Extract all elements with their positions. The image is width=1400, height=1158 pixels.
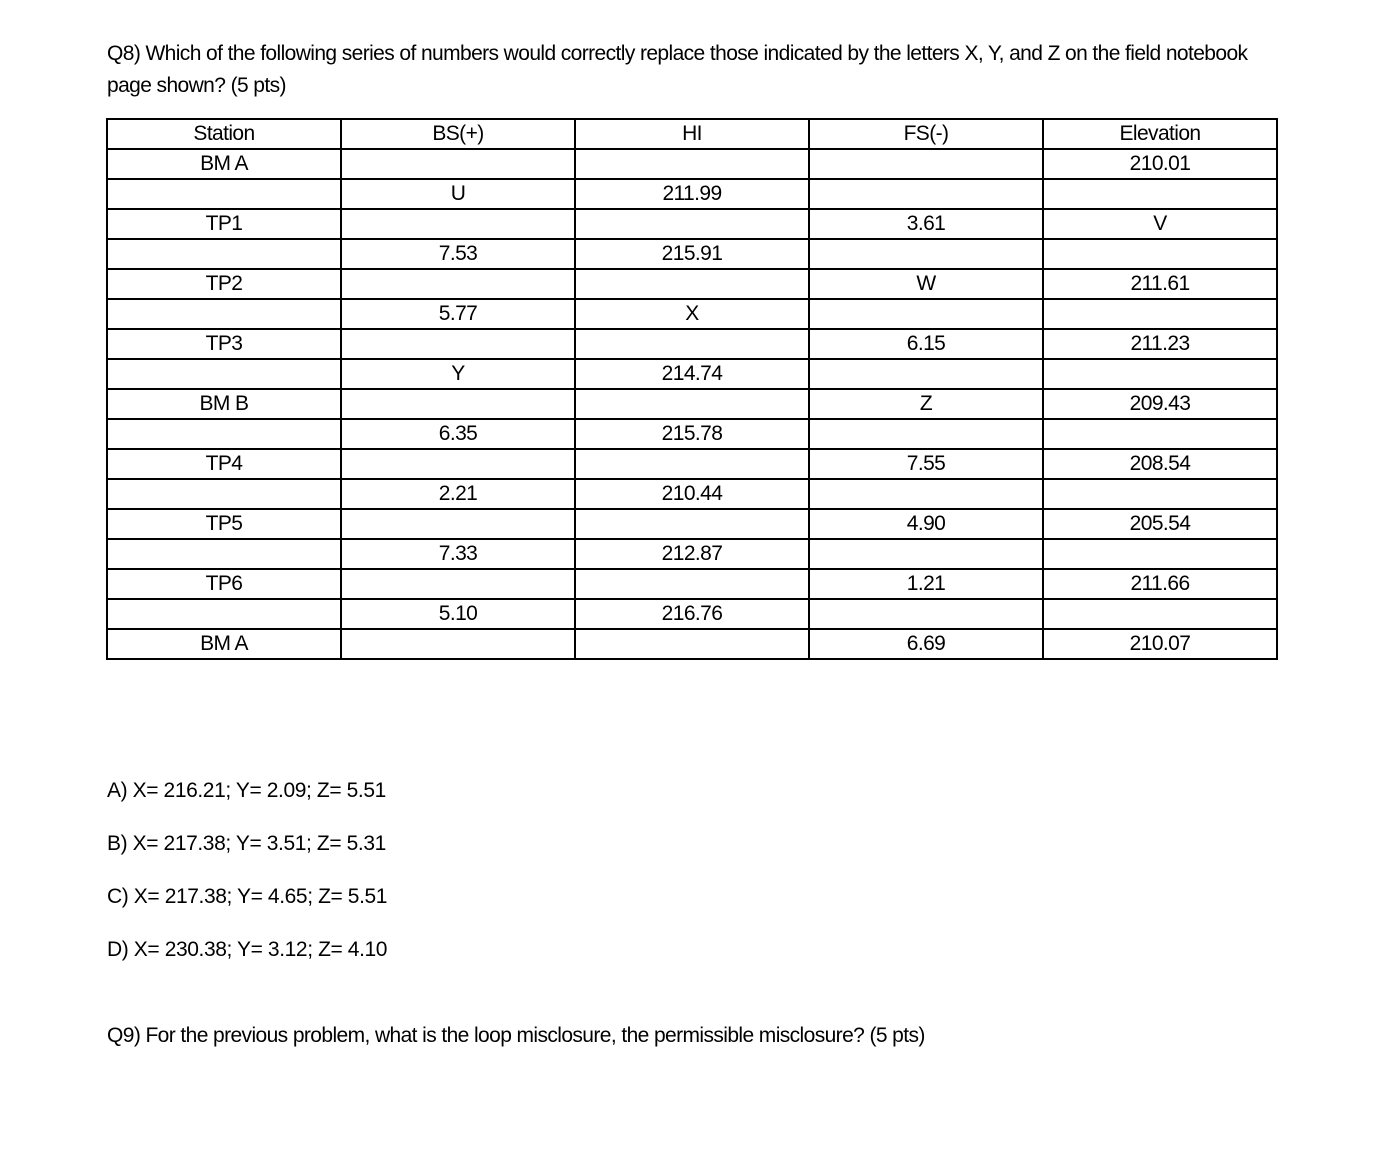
height-of-instrument-cell: 212.87 (575, 539, 809, 569)
backsight-cell (341, 629, 575, 659)
height-of-instrument-cell (575, 629, 809, 659)
height-of-instrument-cell (575, 389, 809, 419)
table-row (107, 179, 1277, 209)
height-of-instrument-cell: 215.78 (575, 419, 809, 449)
elevation-cell: 205.54 (1043, 509, 1277, 539)
table-row (107, 509, 1277, 539)
foresight-cell (809, 299, 1043, 329)
backsight-cell: 6.35 (341, 419, 575, 449)
station-cell (107, 599, 341, 629)
station-cell (107, 419, 341, 449)
question-9-text: Q9) For the previous problem, what is the loop misclosure, the permissible misclosure? (5 pts) (107, 1024, 925, 1047)
foresight-cell: W (809, 269, 1043, 299)
table-row (107, 419, 1277, 449)
height-of-instrument-cell: 216.76 (575, 599, 809, 629)
station-cell: TP2 (107, 269, 341, 299)
backsight-cell: 5.10 (341, 599, 575, 629)
elevation-cell (1043, 599, 1277, 629)
foresight-cell (809, 479, 1043, 509)
foresight-cell (809, 539, 1043, 569)
foresight-cell (809, 359, 1043, 389)
height-of-instrument-cell: 215.91 (575, 239, 809, 269)
height-of-instrument-cell: 214.74 (575, 359, 809, 389)
elevation-cell (1043, 239, 1277, 269)
header-foresight: FS(-) (809, 119, 1043, 149)
elevation-cell (1043, 179, 1277, 209)
backsight-cell: Y (341, 359, 575, 389)
height-of-instrument-cell (575, 569, 809, 599)
table-header-row (107, 119, 1277, 149)
backsight-cell (341, 389, 575, 419)
height-of-instrument-cell (575, 509, 809, 539)
station-cell (107, 239, 341, 269)
elevation-cell: 209.43 (1043, 389, 1277, 419)
table-row (107, 299, 1277, 329)
station-cell: TP1 (107, 209, 341, 239)
backsight-cell: 5.77 (341, 299, 575, 329)
station-cell: BM A (107, 149, 341, 179)
table-row (107, 149, 1277, 179)
backsight-cell (341, 509, 575, 539)
table-body (107, 149, 1277, 659)
station-cell: BM B (107, 389, 341, 419)
option-b[interactable]: B) X= 217.38; Y= 3.51; Z= 5.31 (107, 832, 386, 855)
backsight-cell (341, 209, 575, 239)
elevation-cell: 208.54 (1043, 449, 1277, 479)
elevation-cell: 210.01 (1043, 149, 1277, 179)
station-cell: TP5 (107, 509, 341, 539)
foresight-cell: Z (809, 389, 1043, 419)
height-of-instrument-cell (575, 149, 809, 179)
table-row (107, 449, 1277, 479)
backsight-cell (341, 449, 575, 479)
table-row (107, 239, 1277, 269)
option-c[interactable]: C) X= 217.38; Y= 4.65; Z= 5.51 (107, 885, 388, 908)
table-row (107, 209, 1277, 239)
elevation-cell (1043, 419, 1277, 449)
foresight-cell (809, 419, 1043, 449)
station-cell: TP3 (107, 329, 341, 359)
foresight-cell (809, 149, 1043, 179)
foresight-cell: 6.15 (809, 329, 1043, 359)
elevation-cell: 211.61 (1043, 269, 1277, 299)
station-cell (107, 179, 341, 209)
table-row (107, 599, 1277, 629)
height-of-instrument-cell: X (575, 299, 809, 329)
backsight-cell (341, 269, 575, 299)
foresight-cell (809, 599, 1043, 629)
station-cell: TP6 (107, 569, 341, 599)
backsight-cell (341, 149, 575, 179)
elevation-cell: 211.23 (1043, 329, 1277, 359)
table-row (107, 359, 1277, 389)
station-cell: TP4 (107, 449, 341, 479)
backsight-cell: 7.33 (341, 539, 575, 569)
header-height-of-instrument: HI (575, 119, 809, 149)
foresight-cell: 6.69 (809, 629, 1043, 659)
elevation-cell (1043, 539, 1277, 569)
height-of-instrument-cell: 211.99 (575, 179, 809, 209)
elevation-cell: 210.07 (1043, 629, 1277, 659)
height-of-instrument-cell (575, 449, 809, 479)
option-d[interactable]: D) X= 230.38; Y= 3.12; Z= 4.10 (107, 938, 388, 961)
header-elevation: Elevation (1043, 119, 1277, 149)
backsight-cell: 7.53 (341, 239, 575, 269)
height-of-instrument-cell (575, 329, 809, 359)
foresight-cell: 1.21 (809, 569, 1043, 599)
foresight-cell: 7.55 (809, 449, 1043, 479)
backsight-cell: 2.21 (341, 479, 575, 509)
table-row (107, 269, 1277, 299)
elevation-cell (1043, 299, 1277, 329)
station-cell (107, 359, 341, 389)
foresight-cell (809, 179, 1043, 209)
field-notebook-table (106, 118, 1278, 660)
answer-options (107, 776, 387, 988)
table-row (107, 479, 1277, 509)
backsight-cell: U (341, 179, 575, 209)
header-backsight: BS(+) (341, 119, 575, 149)
table-row (107, 539, 1277, 569)
option-a[interactable]: A) X= 216.21; Y= 2.09; Z= 5.51 (107, 779, 386, 802)
backsight-cell (341, 329, 575, 359)
backsight-cell (341, 569, 575, 599)
height-of-instrument-cell (575, 209, 809, 239)
header-station: Station (107, 119, 341, 149)
foresight-cell: 3.61 (809, 209, 1043, 239)
elevation-cell (1043, 479, 1277, 509)
question-8-text: Q8) Which of the following series of numbers would correctly replace those indicated by the letters X, Y, and Z on the field notebook page shown? (5 pts) (107, 42, 1248, 97)
table-row (107, 569, 1277, 599)
station-cell: BM A (107, 629, 341, 659)
foresight-cell (809, 239, 1043, 269)
height-of-instrument-cell: 210.44 (575, 479, 809, 509)
station-cell (107, 539, 341, 569)
table-row (107, 389, 1277, 419)
station-cell (107, 479, 341, 509)
elevation-cell (1043, 359, 1277, 389)
elevation-cell: 211.66 (1043, 569, 1277, 599)
elevation-cell: V (1043, 209, 1277, 239)
table-row (107, 329, 1277, 359)
foresight-cell: 4.90 (809, 509, 1043, 539)
table-row (107, 629, 1277, 659)
height-of-instrument-cell (575, 269, 809, 299)
station-cell (107, 299, 341, 329)
